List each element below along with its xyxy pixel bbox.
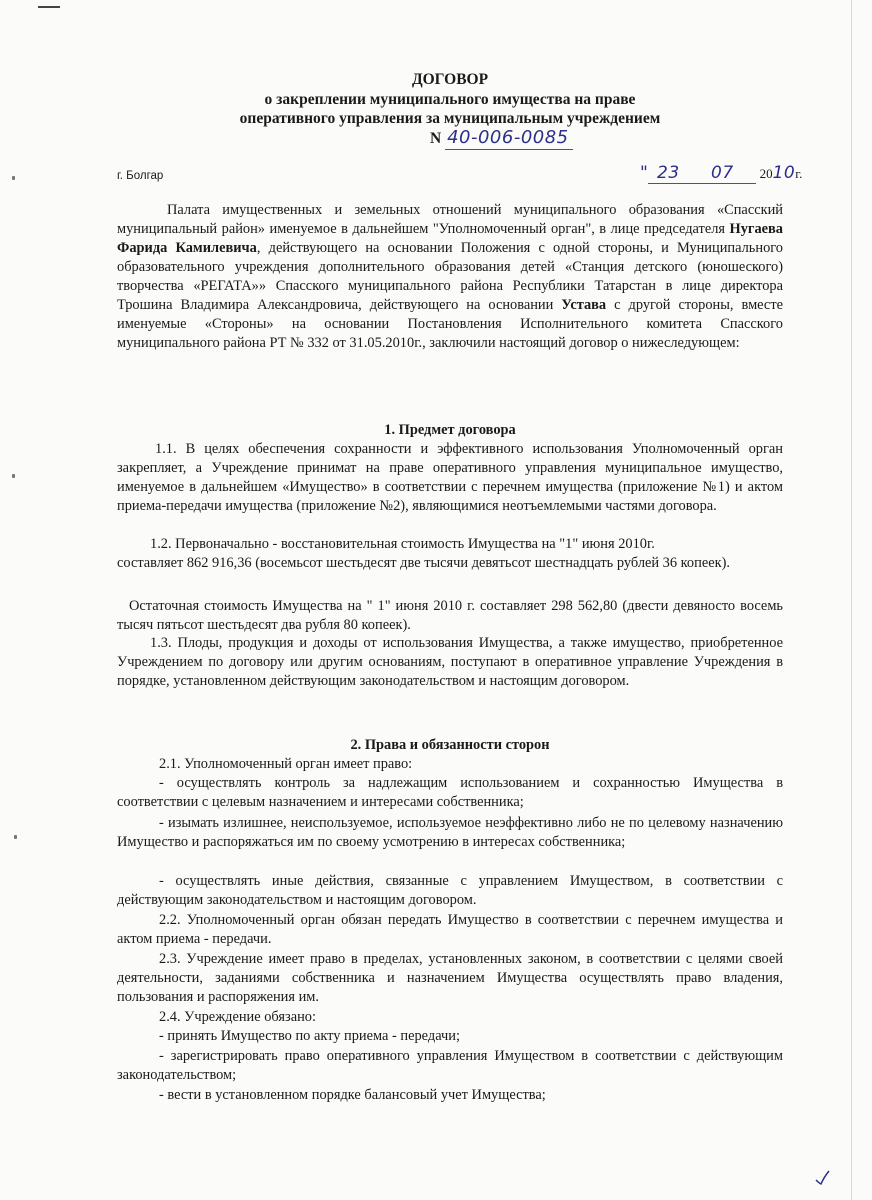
clause-2-4-item: - вести в установленном порядке балансовый учет Имущества; — [159, 1087, 546, 1103]
preamble: Палата имущественных и земельных отношений муниципального образования «Спасский муниципальный район» именуемое в дальнейшем "Уполномоченный орган", в лице председателя Нугаева Фарида Камилевича, действующего на основании Положения с одной стороны, и Муниципального образовательного учреждения дополнительного образования детей «Станция детского (юношеского) творчества «РЕГАТА»» Спасского муниципального района Республики Татарстан в лице директора Трошина Владимира Александровича, действующего на основании Устава с другой стороны, вместе именуемые «Стороны» на основании Постановления Исполнительного комитета Спасского муниципального района РТ № 332 от 31.05.2010г., заключили настоящий договор о нижеследующем: — [117, 202, 784, 351]
clause-2-4-item: - зарегистрировать право оперативного управления Имуществом в соответствии с действующим законодательством; — [117, 1048, 783, 1083]
clause-2-4-item: - принять Имущество по акту приема - передачи; — [159, 1028, 460, 1044]
date-year: 10 — [772, 163, 796, 183]
clause-2-1-item: - изымать излишнее, неиспользуемое, используемое неэффективно либо не по целевому назначению Имущество и распоряжаться им по своему усмотрению в интересах собственника; — [117, 815, 783, 850]
scan-dot — [12, 474, 15, 478]
clause-1-2-residual: Остаточная стоимость Имущества на " 1" июня 2010 г. составляет 298 562,80 (двести девяносто восемь тысяч пятьсот шестьдесят два рубля 80 копеек). — [117, 598, 783, 633]
contract-number — [430, 128, 573, 150]
clause-2-1-item: - осуществлять иные действия, связанные с управлением Имуществом, в соответствии с действующим законодательством и настоящим договором. — [117, 873, 783, 908]
contract-date: " 23 07 2010г. — [640, 163, 803, 183]
section-heading: 1. Предмет договора — [384, 422, 516, 438]
clause-1-2-amount: составляет 862 916,36 (восемьсот шестьдесят две тысячи девятьсот шестнадцать рублей 36 копеек). — [117, 555, 730, 571]
number-label: N — [430, 130, 442, 147]
scan-mark — [38, 6, 60, 8]
clause-2-1-item: - осуществлять контроль за надлежащим использованием и сохранностью Имущества в соответствии с целевым назначением и интересами собственника; — [117, 775, 783, 810]
clause-2-4: 2.4. Учреждение обязано: — [159, 1009, 316, 1025]
date-month: 07 — [711, 163, 734, 183]
document-subtitle: о закреплении муниципального имущества на праве — [264, 91, 636, 108]
section-heading: 2. Права и обязанности сторон — [350, 737, 550, 753]
date-day: 23 — [657, 163, 680, 183]
place-of-signing: г. Болгар — [117, 170, 164, 182]
scan-dot — [14, 835, 17, 839]
clause-1-2: 1.2. Первоначально - восстановительная стоимость Имущества на "1" июня 2010г. — [150, 536, 655, 552]
clause-2-1: 2.1. Уполномоченный орган имеет право: — [159, 756, 413, 772]
document-subtitle: оперативного управления за муниципальным учреждением — [239, 110, 661, 127]
clause-1-3: 1.3. Плоды, продукция и доходы от использования Имущества, а также имущество, приобретенное Учреждением по договору или другим основаниям, поступают в оперативное управление Учреждения в порядке, установленном действующим законодательством и настоящим договором. — [117, 635, 783, 689]
handwritten-number: 40-006-0085 — [447, 127, 569, 148]
scan-edge — [851, 0, 852, 1200]
handwritten-check-icon — [813, 1168, 831, 1186]
document-title: ДОГОВОР — [411, 71, 489, 88]
clause-2-3: 2.3. Учреждение имеет право в пределах, установленных законом, в соответствии с целями своей деятельности, заданиями собственника и назначением Имущества осуществлять право владения, пользования и распоряжения им. — [117, 951, 783, 1005]
scan-dot — [12, 176, 15, 180]
clause-1-1: 1.1. В целях обеспечения сохранности и эффективного использования Уполномоченный орган закрепляет, а Учреждение принимат на праве оперативного управления муниципальное имущество, именуемое в дальнейшем «Имущество» в соответствии с перечнем имущества (приложение №1) и актом приема-передачи имущества (приложение №2), являющимися неотъемлемыми частями договора. — [117, 441, 783, 514]
clause-2-2: 2.2. Уполномоченный орган обязан передать Имущество в соответствии с перечнем имущества и актом приема - передачи. — [117, 912, 783, 947]
